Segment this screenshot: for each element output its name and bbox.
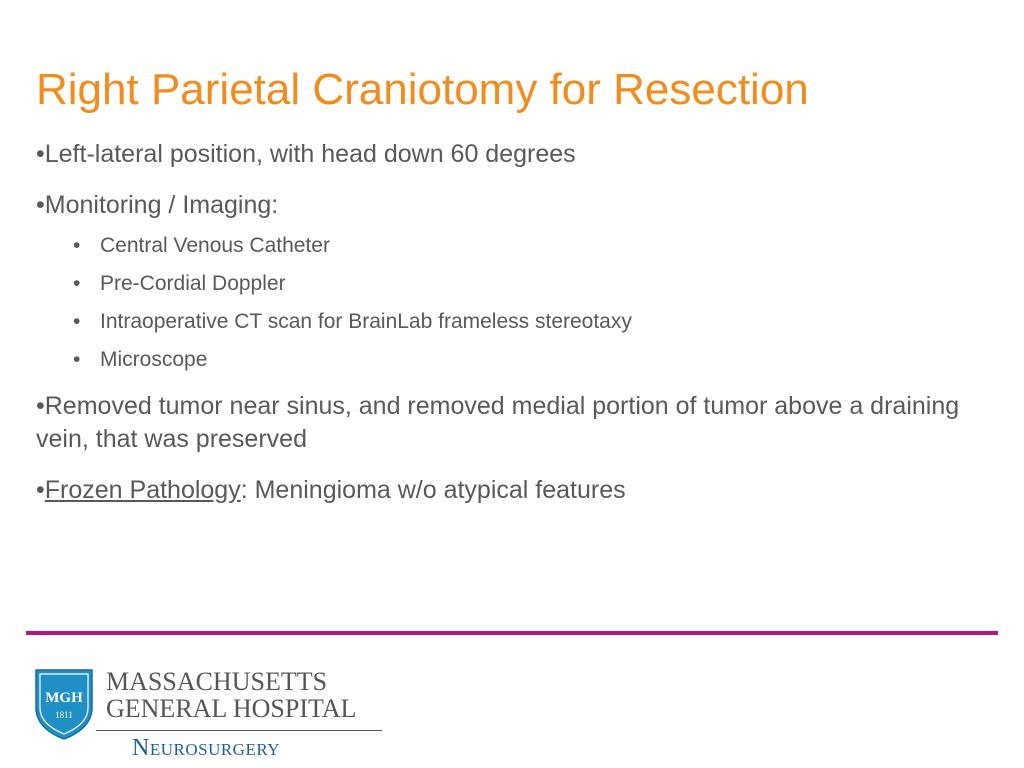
mgh-shield-icon [34,668,94,740]
sub-bullet-item [36,346,996,374]
logo-department-name: Neurosurgery [132,735,281,761]
sub-bullet-text: Microscope [100,348,208,371]
bullet-dot: • [73,348,81,371]
sub-bullet-text: Intraoperative CT scan for BrainLab frameless stereotaxy [100,310,632,333]
slide-title: Right Parietal Craniotomy for Resection [36,65,809,114]
sub-bullet-text: Central Venous Catheter [100,234,330,257]
frozen-pathology-link[interactable]: Frozen Pathology [44,476,241,504]
bullet-position: •Left-lateral position, with head down 60 degrees [36,140,576,168]
bullet-dot: • [73,234,81,257]
bullet-removed: •Removed tumor near sinus, and removed medial portion of tumor above a draining vein, that was preserved [36,392,960,453]
logo-line-general-hospital: GENERAL HOSPITAL [106,694,357,723]
shield-year: 1811 [55,710,73,720]
footer-divider [26,631,998,635]
monitoring-sublist [36,232,996,374]
bullet-dot: • [73,310,81,333]
sub-bullet-item [36,270,996,298]
bullet-dot: • [73,272,81,295]
logo-line-massachusetts: MASSACHUSETTS [106,667,328,696]
sub-bullet-item [36,232,996,260]
bullet-monitoring: •Monitoring / Imaging: [36,191,279,219]
shield-text: MGH [45,690,83,706]
sub-bullet-text: Pre-Cordial Doppler [100,272,286,295]
logo-divider [96,730,382,731]
bullet-frozen-pathology [36,474,996,507]
sub-bullet-item [36,308,996,336]
bullet-marker: • [36,476,45,504]
slide-content [36,138,996,525]
frozen-pathology-value: : Meningioma w/o atypical features [240,476,626,504]
mgh-neurosurgery-logo [34,668,384,763]
